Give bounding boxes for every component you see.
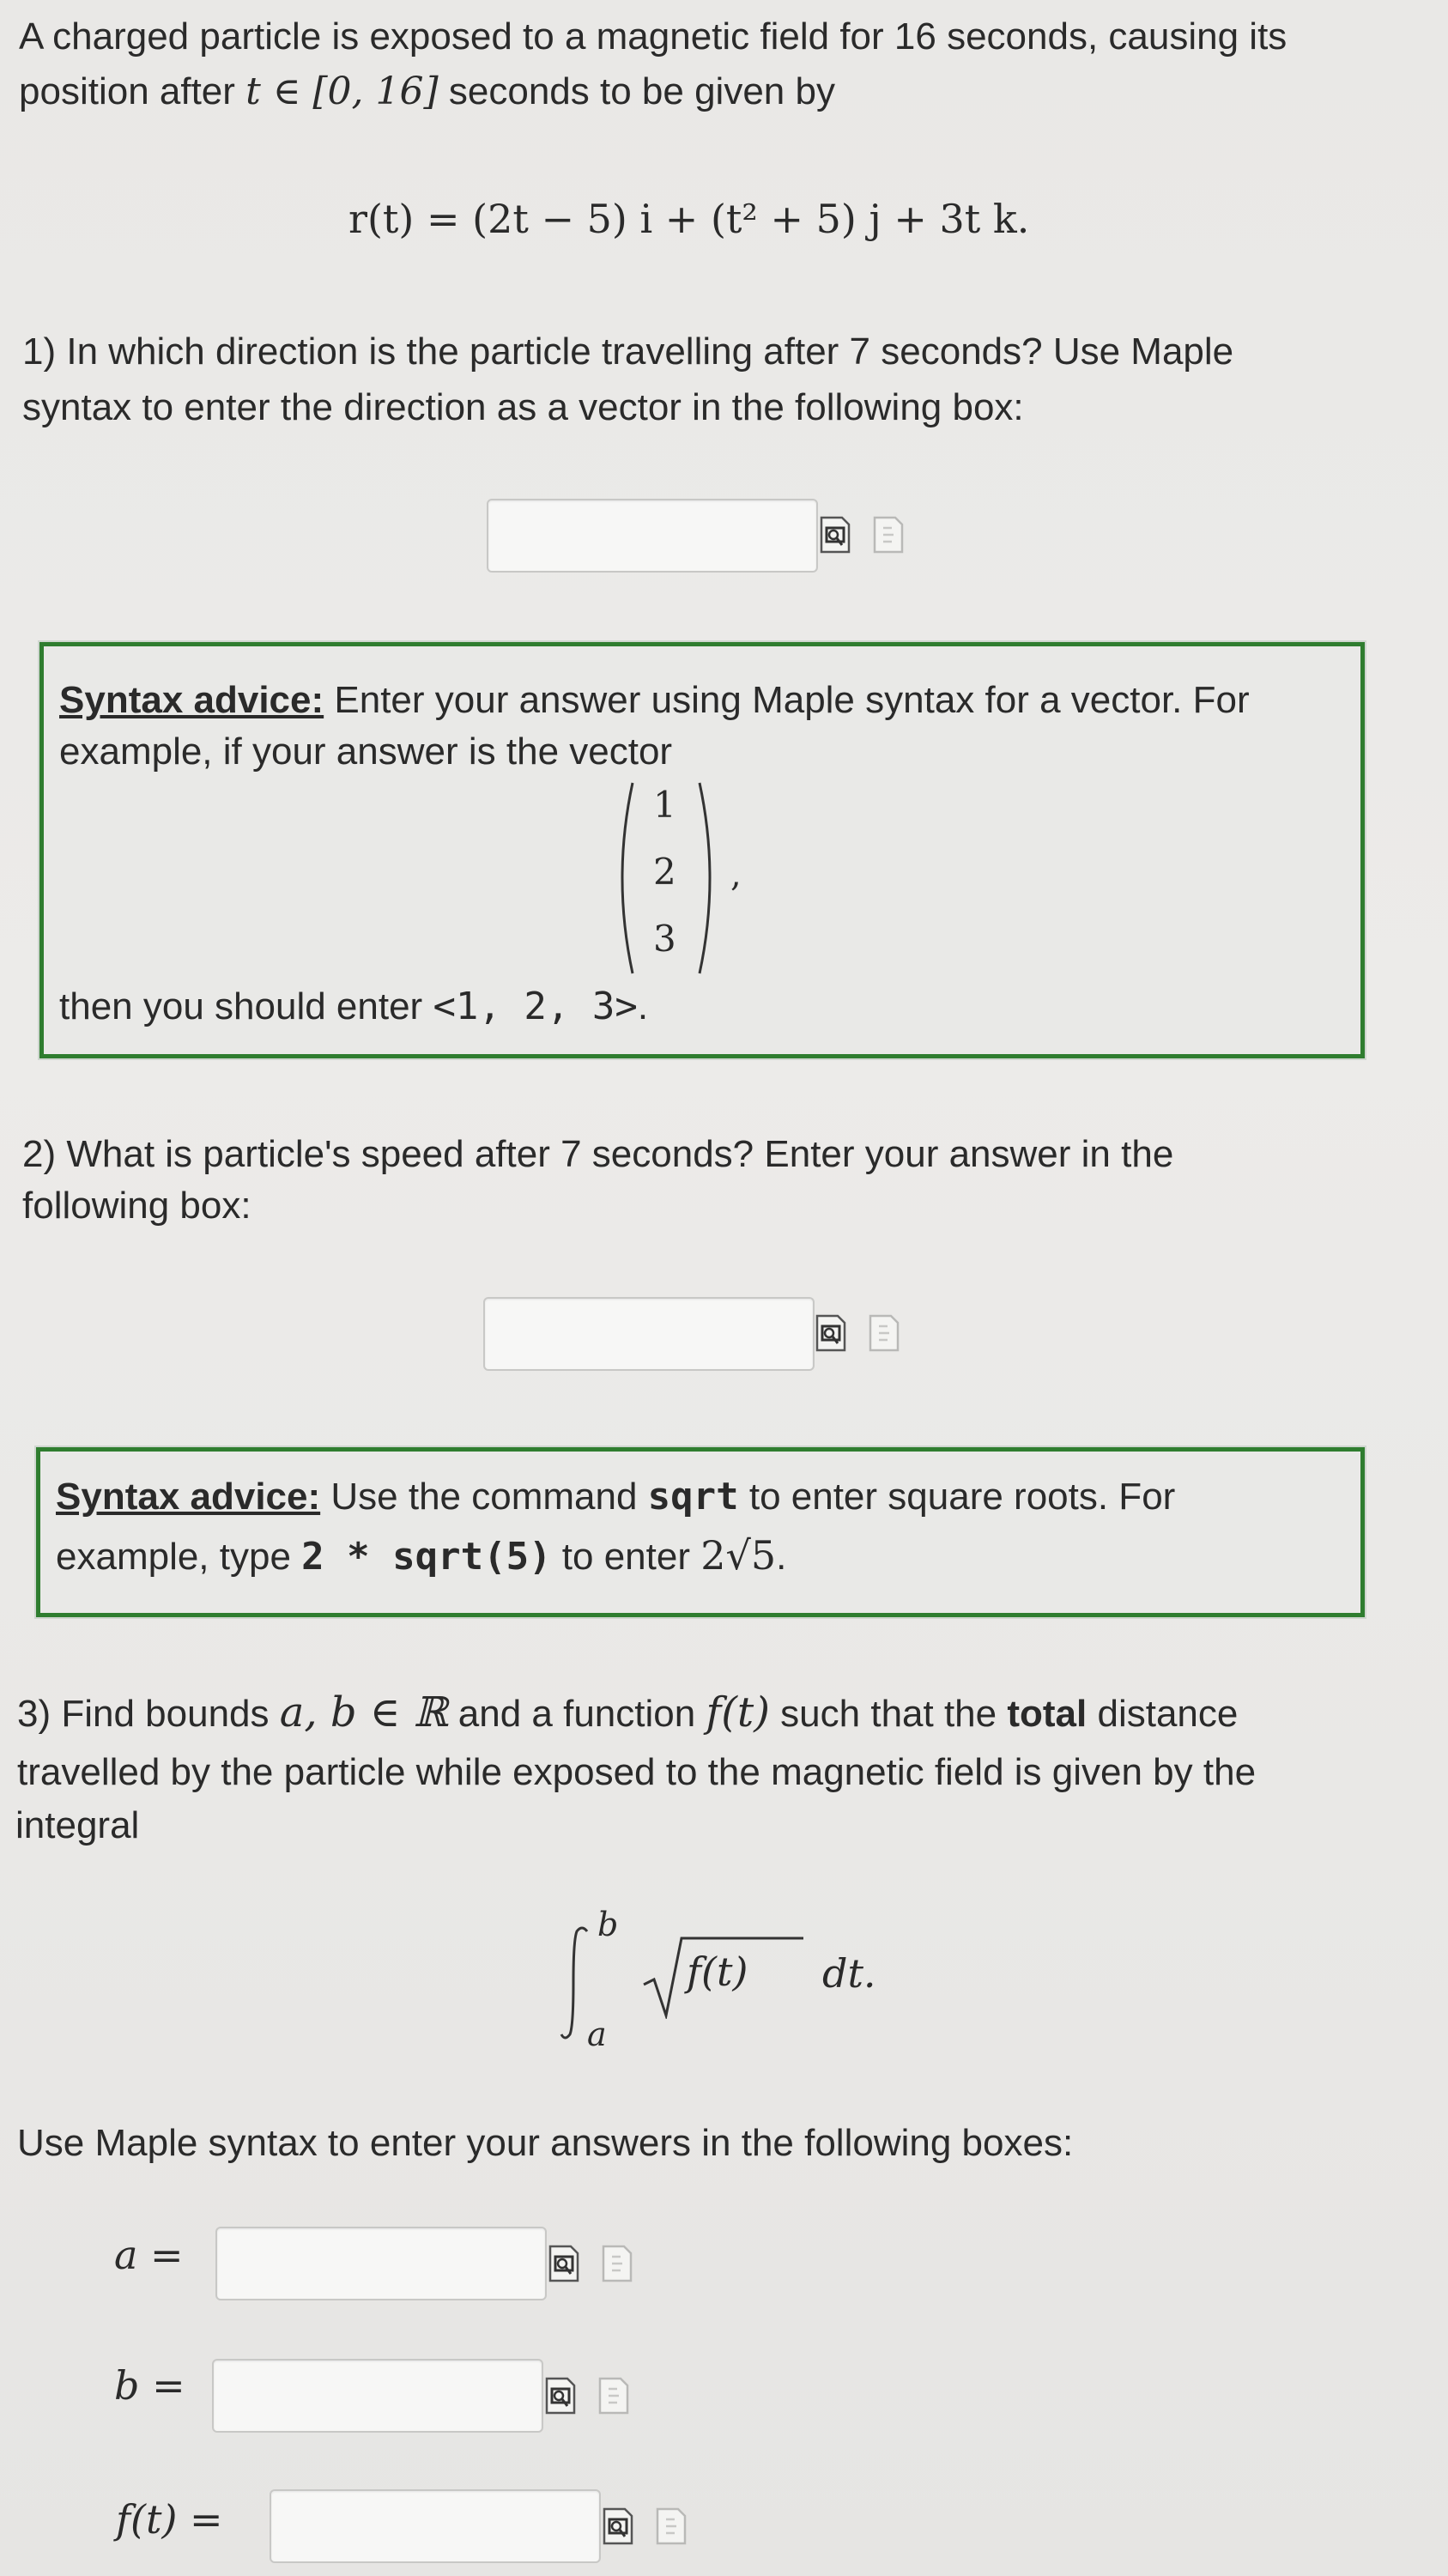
advice-2-line-2-text: example, type [56, 1536, 302, 1578]
q3-text-b: and a function [447, 1693, 706, 1735]
left-paren-icon [610, 779, 636, 977]
question-1-line-2: syntax to enter the direction as a vector in the following box: [22, 386, 1024, 428]
advice-2-heading: Syntax advice: [56, 1476, 321, 1518]
f-label: f(t) = [116, 2496, 223, 2543]
function-f-input[interactable] [270, 2489, 601, 2563]
advice-1-line-1-text: Enter your answer using Maple syntax for a vector. For [324, 679, 1250, 721]
preview-icon[interactable] [818, 516, 852, 554]
position-equation: r(t) = (2t − 5) i + (t² + 5) j + 3t k. [348, 196, 1030, 242]
question-3-line-3: integral [15, 1804, 140, 1846]
advice-2-line-2-mid: to enter [551, 1536, 701, 1578]
question-3-line-1 [17, 1682, 1238, 1744]
q3-text-c: such that the [769, 1693, 1008, 1735]
vector-comma: , [730, 855, 742, 894]
question-2-line-1: 2) What is particle's speed after 7 seconds? Enter your answer in the [22, 1133, 1174, 1175]
example-column-vector [610, 779, 748, 977]
example-sqrt-code: 2 * sqrt(5) [301, 1535, 552, 1579]
advice-2-line-2-end: . [776, 1536, 787, 1578]
q3-text-a: 3) Find bounds [17, 1693, 280, 1735]
advice-2-line-1-text: Use the command [320, 1476, 648, 1518]
time-interval: t ∈ [0, 16] [245, 70, 439, 113]
right-paren-icon [696, 779, 722, 977]
help-document-icon[interactable] [871, 516, 906, 554]
lower-bound-a-input[interactable] [215, 2227, 547, 2300]
preview-icon[interactable] [543, 2377, 578, 2415]
advice-2-line-1-end: to enter square roots. For [738, 1476, 1176, 1518]
q3-text-d: distance [1087, 1693, 1239, 1735]
preview-icon[interactable] [547, 2245, 581, 2282]
advice-1-line-3-text: then you should enter [59, 985, 433, 1027]
sqrt-command: sqrt [647, 1475, 739, 1518]
total-emphasis: total [1007, 1693, 1088, 1735]
advice-2-line-1 [56, 1467, 1175, 1527]
intro-line-2 [19, 62, 835, 122]
answer-instructions: Use Maple syntax to enter your answers in the following boxes: [17, 2122, 1074, 2164]
integrand: f(t) [687, 1949, 748, 1995]
bounds-math: a, b ∈ ℝ [279, 1688, 448, 1737]
distance-integral [558, 1906, 918, 2060]
advice-1-line-3 [59, 977, 648, 1037]
help-document-icon[interactable] [600, 2245, 634, 2282]
vector-entry-2: 2 [653, 851, 676, 893]
upper-bound: b [597, 1906, 619, 1943]
question-3-line-2: travelled by the particle while exposed to the magnetic field is given by the [17, 1751, 1257, 1793]
speed-input[interactable] [483, 1297, 815, 1371]
intro-line-1: A charged particle is exposed to a magnetic field for 16 seconds, causing its [19, 15, 1287, 58]
a-label: a = [114, 2232, 184, 2278]
vector-entry-3: 3 [653, 918, 676, 960]
preview-icon[interactable] [601, 2507, 635, 2545]
integral-dt: dt. [822, 1950, 876, 1997]
intro-line-2-start: position after [19, 70, 246, 112]
advice-1-heading: Syntax advice: [59, 679, 324, 721]
question-1-line-1: 1) In which direction is the particle travelling after 7 seconds? Use Maple [22, 330, 1234, 373]
example-sqrt-math: 2√5 [700, 1532, 777, 1579]
syntax-advice-vector [39, 642, 1365, 1058]
upper-bound-b-input[interactable] [212, 2359, 543, 2433]
b-label: b = [114, 2362, 185, 2409]
help-document-icon[interactable] [597, 2377, 631, 2415]
preview-icon[interactable] [814, 1314, 848, 1352]
function-math: f(t) [706, 1688, 770, 1737]
vector-entry-1: 1 [653, 784, 676, 826]
help-document-icon[interactable] [654, 2507, 688, 2545]
advice-1-line-2: example, if your answer is the vector [59, 730, 673, 773]
intro-line-2-end: seconds to be given by [438, 70, 835, 112]
lower-bound: a [587, 2015, 607, 2053]
advice-2-line-2 [56, 1525, 786, 1587]
help-document-icon[interactable] [867, 1314, 901, 1352]
syntax-advice-sqrt [36, 1447, 1365, 1617]
question-2-line-2: following box: [22, 1185, 251, 1227]
example-maple-vector: <1, 2, 3> [433, 985, 638, 1028]
advice-1-line-3-end: . [637, 985, 649, 1027]
direction-vector-input[interactable] [487, 499, 818, 573]
